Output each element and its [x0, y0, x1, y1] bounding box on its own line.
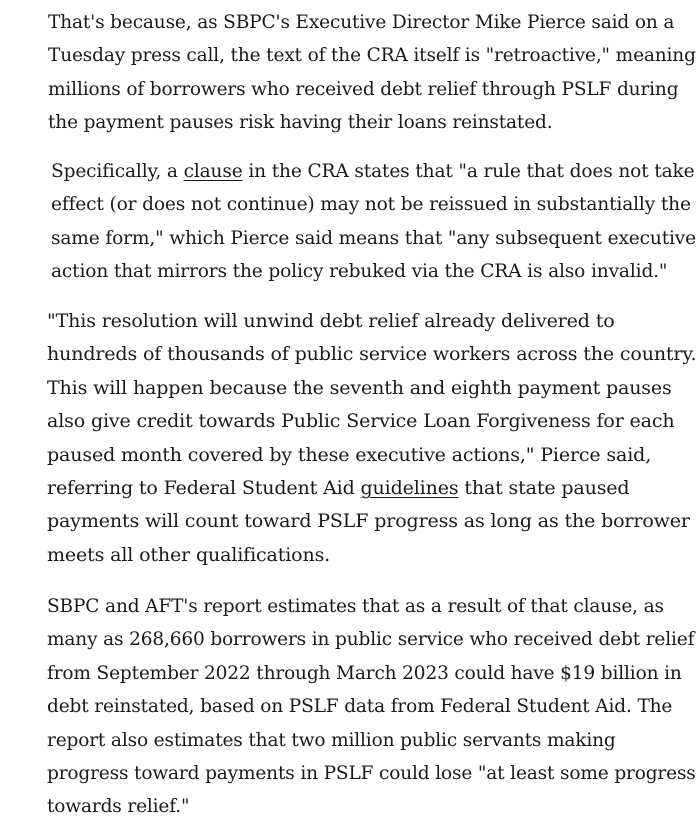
- text-line: Tuesday press call, the text of the CRA itself is "retroactive," meaning: [48, 45, 696, 67]
- text-line: towards relief.": [47, 796, 190, 818]
- text-segment: Specifically, a: [51, 161, 184, 182]
- text-line: [47, 472, 696, 505]
- guidelines-link[interactable]: guidelines: [360, 477, 459, 500]
- text-line: That's because, as SBPC's Executive Director Mike Pierce said on a: [48, 12, 675, 33]
- text-line: action that mirrors the policy rebuked via the CRA is also invalid.": [51, 261, 668, 283]
- paragraph-4: [47, 590, 696, 824]
- text-line: paused month covered by these executive actions," Pierce said,: [47, 443, 652, 466]
- text-line: same form," which Pierce said means that "any subsequent executive: [51, 227, 696, 249]
- paragraph-2: [51, 155, 696, 289]
- text-segment: in the CRA states that "a rule that does not take: [242, 161, 695, 182]
- text-segment: that state paused: [458, 477, 630, 500]
- text-segment: referring to Federal Student Aid: [47, 477, 361, 500]
- text-line: This will happen because the seventh and eighth payment pauses: [47, 376, 672, 399]
- text-line: the payment pauses risk having their loans reinstated.: [48, 112, 553, 134]
- text-line: progress toward payments in PSLF could lose "at least some progress: [47, 763, 696, 785]
- clause-link[interactable]: clause: [183, 161, 243, 182]
- text-line: from September 2022 through March 2023 could have $19 billion in: [47, 662, 682, 684]
- paragraph-3: [47, 305, 696, 572]
- text-line: report also estimates that two million public servants making: [47, 729, 616, 751]
- text-line: payments will count toward PSLF progress as long as the borrower: [47, 510, 690, 533]
- text-line: SBPC and AFT's report estimates that as a result of that clause, as: [47, 596, 664, 617]
- text-line: millions of borrowers who received debt relief through PSLF during: [48, 78, 679, 100]
- paragraph-1: [48, 6, 696, 140]
- text-line: hundreds of thousands of public service workers across the country.: [47, 343, 697, 366]
- text-line: many as 268,660 borrowers in public service who received debt relief: [47, 629, 695, 651]
- text-line: also give credit towards Public Service Loan Forgiveness for each: [47, 410, 675, 433]
- text-line: meets all other qualifications.: [47, 543, 331, 566]
- text-line: [51, 155, 696, 188]
- text-line: effect (or does not continue) may not be reissued in substantially the: [51, 194, 691, 216]
- text-line: debt reinstated, based on PSLF data from Federal Student Aid. The: [47, 696, 673, 718]
- text-line: "This resolution will unwind debt relief already delivered to: [47, 310, 615, 332]
